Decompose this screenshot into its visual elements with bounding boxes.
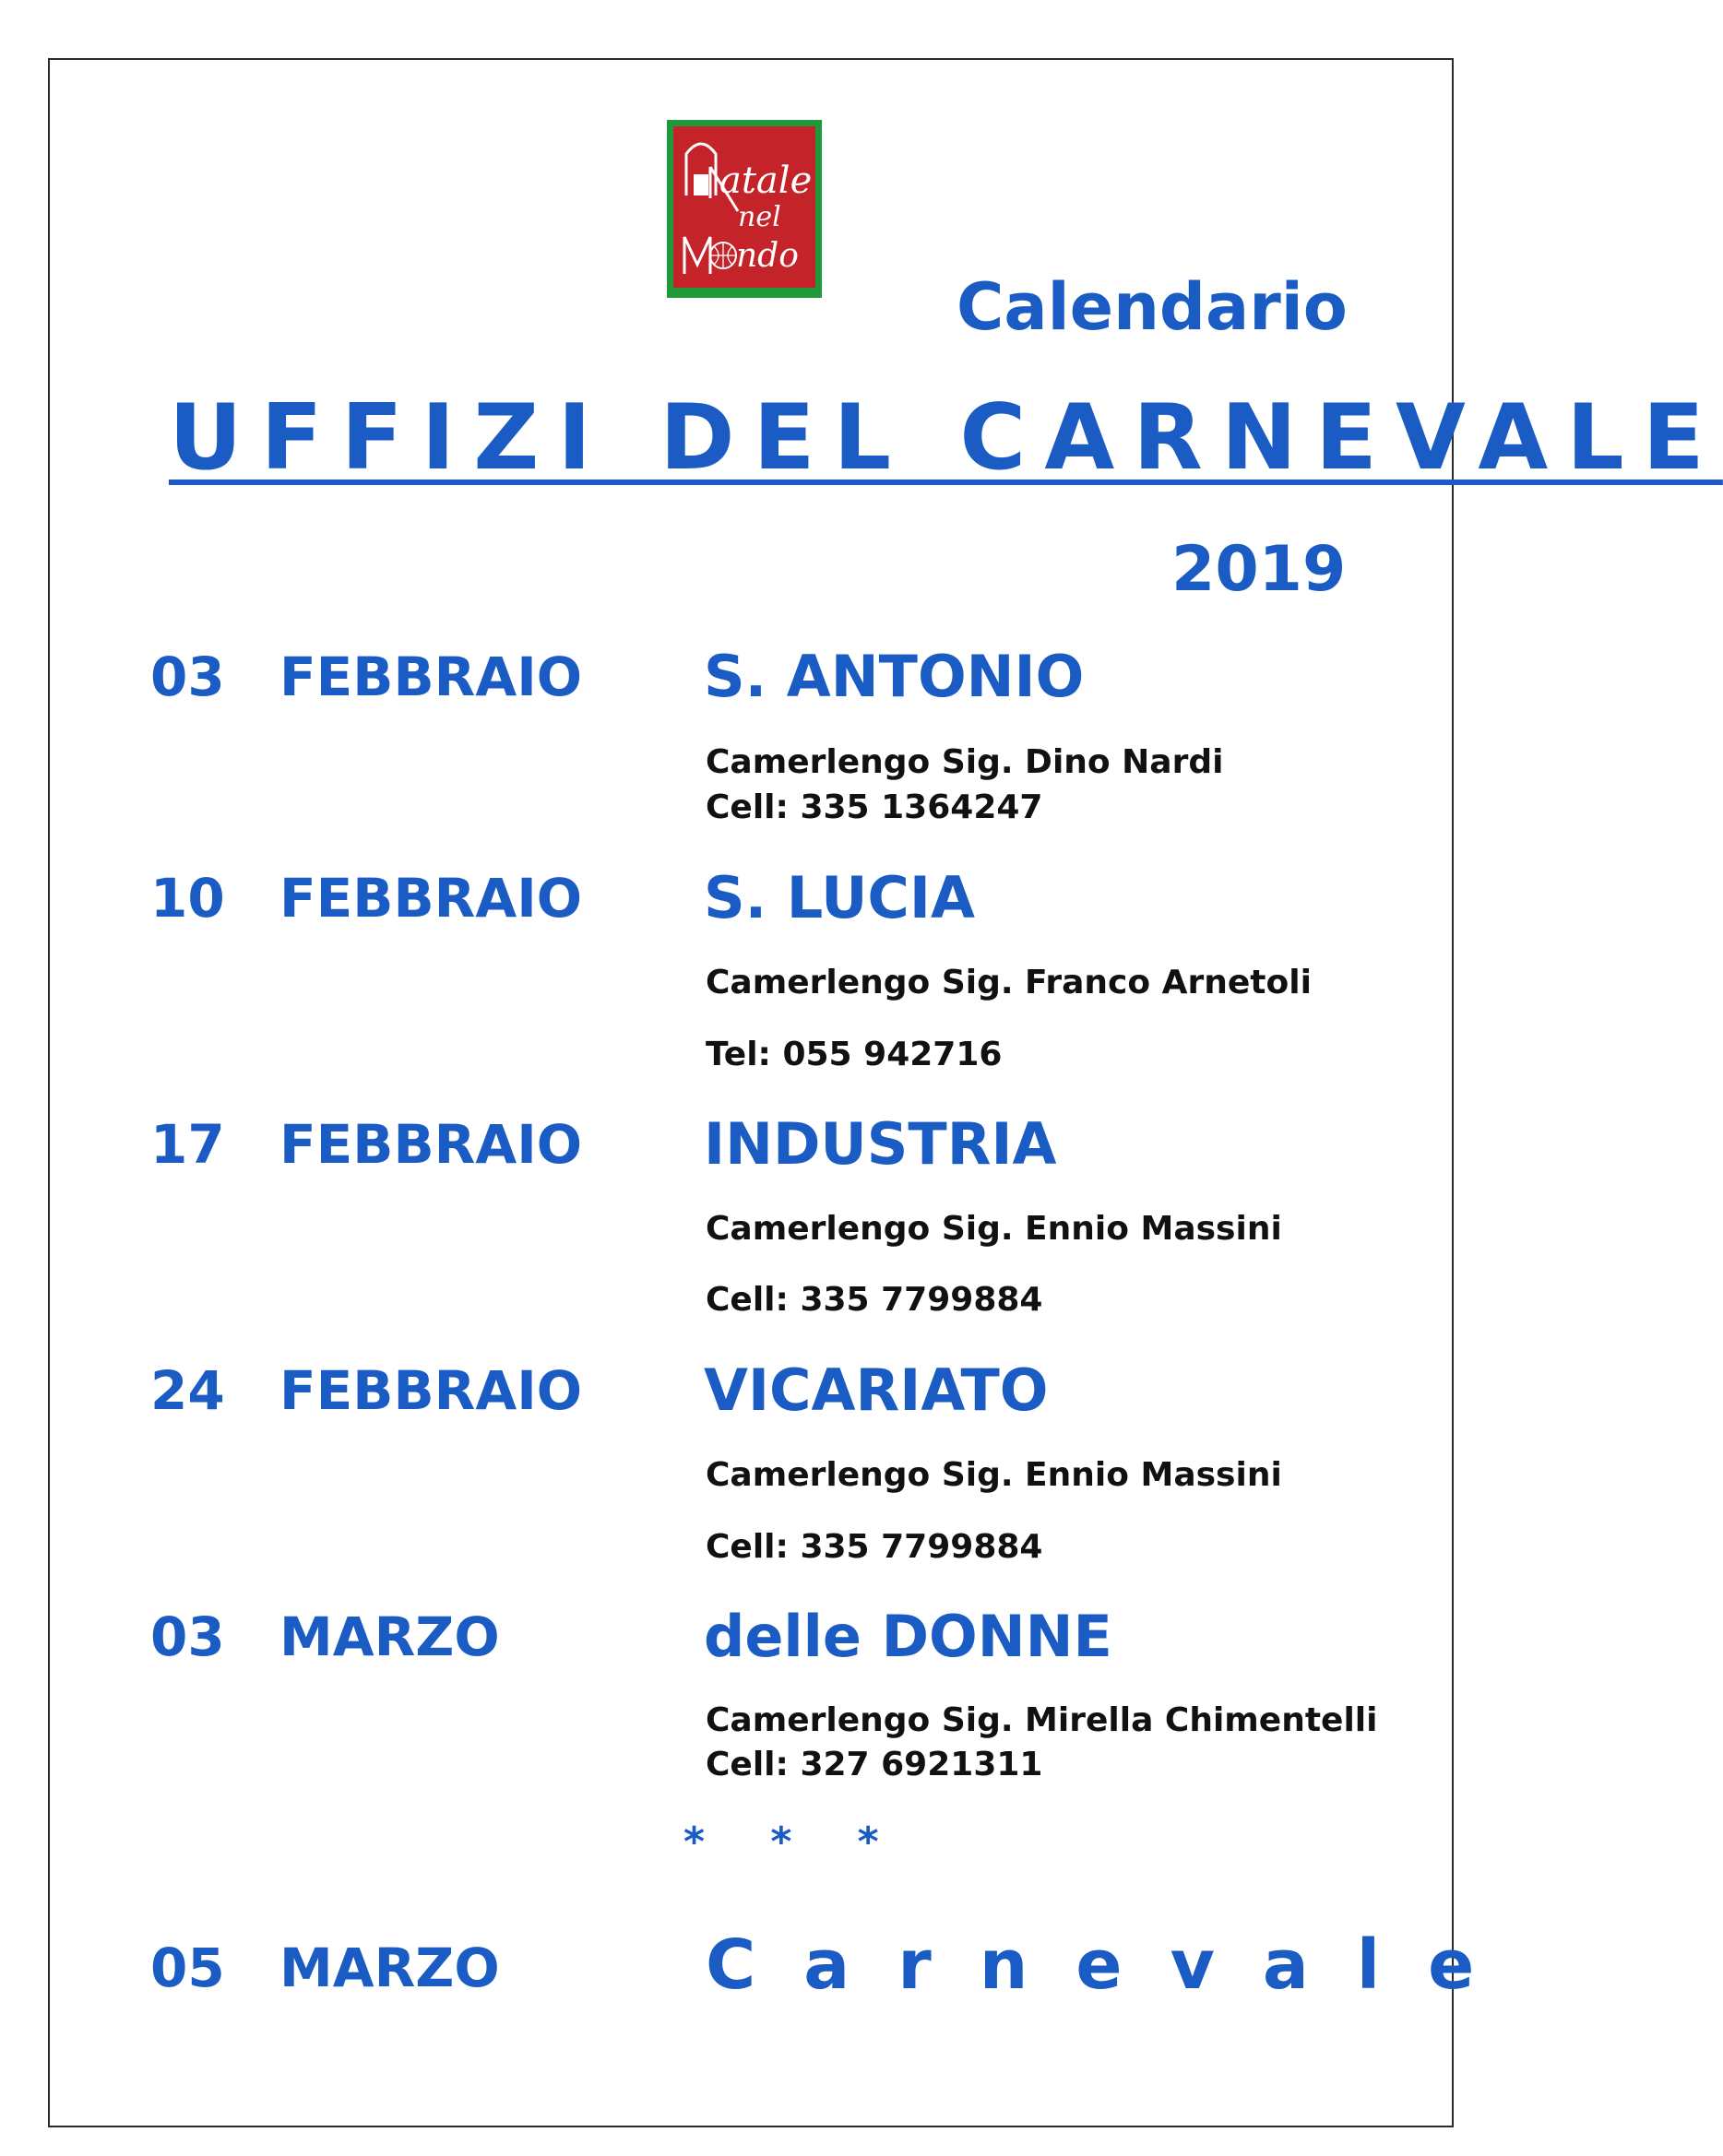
calendar-label: Calendario [957,269,1348,345]
finale-label: Carnevale [706,1925,1523,2005]
entry-phone: Cell: 327 6921311 [706,1746,1043,1783]
entry-phone: Cell: 335 7799884 [706,1528,1043,1566]
entry-office: VICARIATO [704,1356,1049,1424]
entry-month: MARZO [279,1605,500,1668]
page-frame [48,58,1723,2127]
entry-day: 10 [150,867,225,930]
entry-camerlengo: Camerlengo Sig. Dino Nardi [706,743,1224,781]
entry-day: 03 [150,1605,225,1668]
entry-office: INDUSTRIA [704,1110,1057,1178]
entry-phone: Cell: 335 7799884 [706,1281,1043,1319]
year-label: 2019 [1171,533,1347,606]
page-title: UFFIZI DEL CARNEVALE [169,385,1723,491]
separator-stars: * * * [683,1818,905,1866]
entry-day: 17 [150,1113,225,1176]
entry-camerlengo: Camerlengo Sig. Ennio Massini [706,1210,1282,1248]
entry-day: 03 [150,646,225,708]
entry-month: FEBBRAIO [279,1113,583,1176]
entry-camerlengo: Camerlengo Sig. Mirella Chimentelli [706,1701,1378,1739]
entry-day: 24 [150,1359,225,1422]
entry-office: S. LUCIA [704,864,975,931]
finale-day: 05 [150,1937,225,1999]
svg-text:nel: nel [738,201,781,233]
entry-month: FEBBRAIO [279,1359,583,1422]
entry-office: delle DONNE [704,1603,1112,1670]
svg-text:atale: atale [719,160,813,202]
finale-month: MARZO [279,1937,500,1999]
logo-natale-nel-mondo [667,120,822,298]
entry-camerlengo: Camerlengo Sig. Franco Arnetoli [706,964,1312,1001]
entry-phone: Tel: 055 942716 [706,1036,1003,1073]
entry-phone: Cell: 335 1364247 [706,788,1043,826]
entry-month: FEBBRAIO [279,867,583,930]
entry-camerlengo: Camerlengo Sig. Ennio Massini [706,1456,1282,1494]
entry-month: FEBBRAIO [279,646,583,708]
entry-office: S. ANTONIO [704,643,1085,710]
svg-text:ndo: ndo [736,237,799,275]
logo-graphic [673,126,815,288]
